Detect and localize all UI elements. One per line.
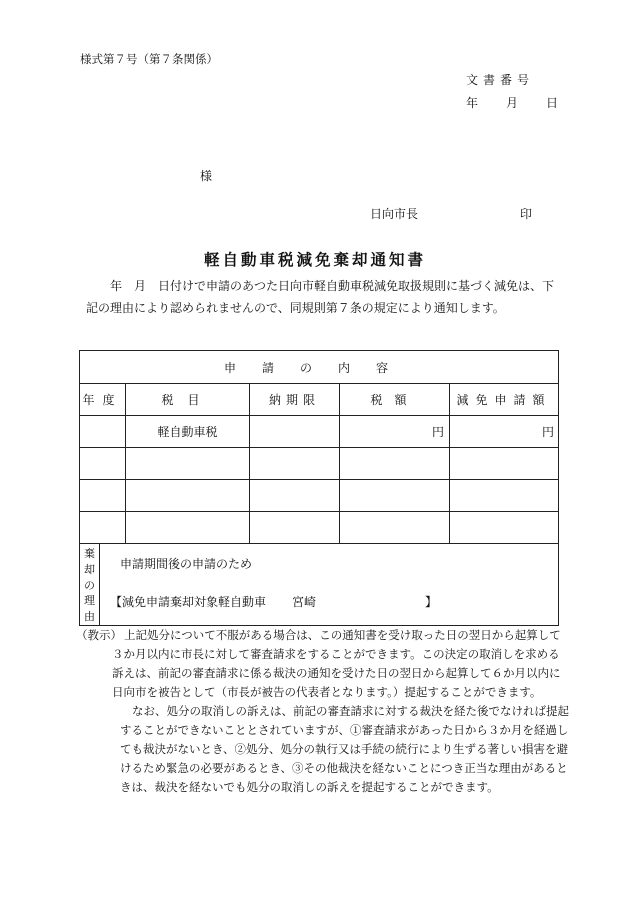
column-header-year: 年度 bbox=[82, 392, 123, 407]
note-1 bbox=[76, 626, 570, 702]
date-day: 日 bbox=[545, 96, 558, 110]
seal-mark: 印 bbox=[519, 207, 532, 221]
reason-bracket-open: 【減免申請棄却対象軽自動車 bbox=[110, 595, 267, 609]
reason-label bbox=[80, 547, 99, 623]
date-month: 月 bbox=[505, 96, 518, 110]
date-line bbox=[466, 94, 558, 111]
sender-line bbox=[370, 205, 532, 222]
note-2: なお、処分の取消しの訴えは、前記の審査請求に対する裁決を経た後でなければ提起することができないこととされていますが、①審査請求があった日から３か月を経過しても裁決がないとき、②処分、処分の執行又は手続の続行により生ずる著しい損害を避けるため緊急の必要があるとき、③その他裁決を経ないことにつき正当な理由があるときは、裁決を経ないでも処分の取消しの訴えを提起することができます。 bbox=[120, 704, 569, 794]
reason-bracket-close: 】 bbox=[425, 595, 438, 609]
reason-text: 申請期間後の申請のため bbox=[120, 557, 253, 571]
reason-place: 宮崎 bbox=[292, 595, 317, 609]
table-cell-request: 円 bbox=[541, 424, 554, 439]
note-1-line: 上記処分について不服がある場合は、この通知書を受け取った日の翌日から起算して bbox=[124, 628, 561, 642]
table-rule bbox=[80, 543, 558, 544]
document-title: 軽自動車税減免棄却通知書 bbox=[203, 250, 426, 269]
column-header-due-date: 納期限 bbox=[268, 392, 320, 407]
notes-label: （教示） bbox=[76, 628, 122, 642]
column-header-tax-amount: 税額 bbox=[370, 392, 419, 407]
instruction-notes bbox=[76, 626, 570, 797]
reason-label-char: 却 bbox=[84, 562, 95, 576]
column-header-tax-item: 税目 bbox=[161, 392, 214, 407]
section-header: 申請の内容 bbox=[223, 360, 414, 375]
table-cell-amount: 円 bbox=[431, 424, 444, 439]
addressee-suffix: 様 bbox=[200, 169, 213, 183]
table-cell-due bbox=[250, 415, 339, 447]
note-1-line: 訴えは、前記の審査請求に係る裁決の通知を受けた日の翌日から起算して６か月以内に bbox=[112, 666, 561, 680]
application-table bbox=[79, 350, 559, 626]
date-year: 年 bbox=[466, 96, 479, 110]
table-cell-tax-item: 軽自動車税 bbox=[157, 424, 218, 439]
note-1-line: 日向市を被告として（市長が被告の代表者となります。）提起することができます。 bbox=[112, 685, 542, 699]
table-rule bbox=[80, 479, 558, 480]
reason-label-char: 由 bbox=[84, 610, 95, 623]
reason-label-char: 理 bbox=[84, 594, 95, 608]
column-header-reduction-request: 減免申請額 bbox=[456, 392, 552, 407]
table-cell-year bbox=[80, 415, 125, 447]
table-rule bbox=[99, 543, 100, 625]
table-rule bbox=[80, 511, 558, 512]
note-1-body bbox=[112, 626, 570, 702]
table-rule bbox=[80, 447, 558, 448]
note-1-line: ３か月以内に市長に対して審査請求をすることができます。この決定の取消しを求める bbox=[112, 647, 560, 661]
document-number-label: 文書番号 bbox=[466, 73, 535, 87]
sender-name: 日向市長 bbox=[370, 207, 419, 221]
reason-label-char: 棄 bbox=[84, 547, 95, 560]
reason-label-char: の bbox=[84, 578, 95, 592]
form-number: 様式第７号（第７条関係） bbox=[80, 52, 218, 66]
intro-paragraph: 年 月 日付けで申請のあつた日向市軽自動車税減免取扱規則に基づく減免は、下記の理由により認められませんので、同規則第７条の規定により通知します。 bbox=[86, 279, 555, 315]
